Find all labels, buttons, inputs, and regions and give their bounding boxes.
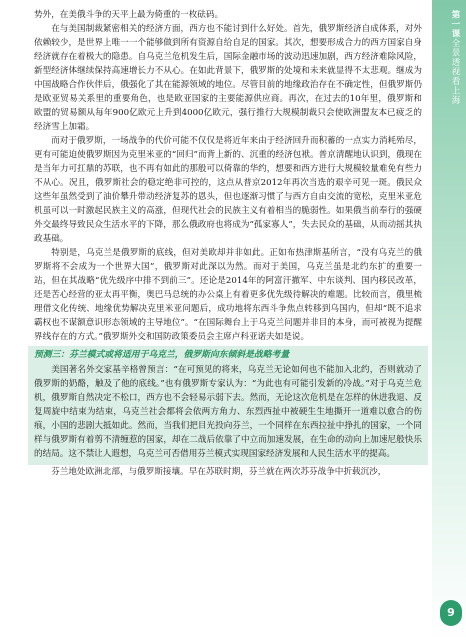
- paragraph-continuation: 势外，在美俄斗争的天平上最为倚重的一枚砝码。: [34, 10, 224, 20]
- forecast-body: 美国著名外交家基辛格曾预言：“在可预见的将来，乌克兰无论如何也不能加入北约，否则就动了俄罗斯的奶酪，触及了他的底线。”也有俄罗斯专家认为：“为此也有可能引发新的冷战。”对于乌克兰危机，俄罗斯自然决定不松口，西方也不会轻易示弱下去。然而，无论这次危机是在怎样的休进我退、反复周旋中结束为结束，乌克兰社会都将会依两方角力、东烈西扯中被硬生生地撕开一道难以愈合的伤痕，小国的悲剧大抵如此。然而，当我们把目光投向芬兰，一个同样在东西拉扯中挣扎的国家，一个同样与俄罗斯有着剪不清缠惹的国家，却在二战后依靠了中立而加速发展，在生命的动向上加速尼般快乐的结局。这不禁让人遐想，乌克兰可否借用芬兰模式实现国家经济发展和人民生活水平的提高。: [34, 365, 422, 459]
- page-number: 9: [440, 600, 462, 626]
- forecast-title: 预测三：芬兰模式或将适用于乌克兰，俄罗斯向东倾斜是战略考量: [34, 350, 290, 360]
- chapter-side-tab: [432, 0, 466, 640]
- paragraph-economy: 在与美国制裁紧密相关的经济方面，西方也不能讨到什么好处。首先，俄罗斯经济自成体系，对外依赖较少，是世界上唯一一个能够做到所有资源自给自足的国家。其次，想要形成合力的西方国家自身经济就存在着极大的隐患。自乌克兰危机发生后，国际金融市场的波动迅速加剧，西方经济难除风险，新型经济体继续保持高速增长力不从心。在如此背景下，俄罗斯的处境和未来就显得不太悲观。继成为中国战略合作伙伴后，俄强化了其在能源领域的地位。尽管目前的地缘政治存在不确定性，但俄罗斯仍是欧亚贸易关系里的重要角色，也是欧亚国家的主要能源供应商。再次，在过去的10年里，俄罗斯和欧盟的贸易额从每年900亿欧元上升到4000亿欧元，强行推行大规模制裁只会使欧洲盟友本已疲乏的经济雪上加霜。: [34, 24, 422, 132]
- main-text: [34, 8, 422, 479]
- forecast-box: [28, 346, 428, 465]
- paragraph-finland: 芬兰地处欧洲北部，与俄罗斯接壤。早在苏联时期，芬兰就在两次苏芬战争中折载沉沙，: [51, 467, 387, 477]
- paragraph-russia-cost: 而对于俄罗斯，一场战争的代价可能不仅仅是将近年来由于经济回升而积蓄的一点实力消耗殆尽，更有可能迫使俄罗斯因为克里米亚的“回归”而背上新的、沉重的经济包袱。普京清醒地认识到，俄现在是当年力可扛鼎的苏联，也不再有如此的那般可以倚靠的华约，想要和西方进行大规模较量难免有些力不从心。况且，俄罗斯社会的稳定绝非可控的，这点从普京2012年再次当选的艰辛可见一斑。俄民众这些年虽然受到了油价攀升带动经济复苏的恩头，但也逐渐习惯了与西方自由交流的宽松，克里米亚危机虽可以一时激起民族主义的高涨，但现代社会的民族主义有着相当的脆弱性。如果俄当前奉行的强硬外交最终导致民众生活水平的下降，那么俄政府也将成为“孤家寡人”，失去民众的基础，从而动摇其执政基础。: [34, 136, 422, 244]
- lesson-number: 第一课: [450, 10, 460, 39]
- paragraph-ukraine-bottomline: 特别是，乌克兰是俄罗斯的底线，但对美欧却并非如此。正如布热津斯基所言，“没有乌克兰的俄罗斯将不会成为一个世界大国”，俄罗斯对此深以为然。而对于美国，乌克兰虽是北约东扩的重要一站，但在其战略“优先级序中排不到前三”。还论是2014年的阿富汗撤军、中东谈判、国内移民改革，还是苦心经营的亚太再平衡，奥巴马总统的办公桌上有着更多优先级待解决的难题。比较而言，俄里梳理借文化传统、地缘优势解决克里米亚问题后，成功地将东西斗争焦点转移到乌国内，但却“既不追求霸权也不谋额意识形态领域的主导地位”。“在国际舞台上于乌克兰问题并非目的本身，而可被视为提醒界线存在的方式。”俄罗斯外交和国防政策委员会主席卢科亚诺夫如是说。: [34, 248, 422, 342]
- lesson-title: 全景透视看上海: [450, 38, 460, 105]
- chapter-label: [438, 10, 460, 105]
